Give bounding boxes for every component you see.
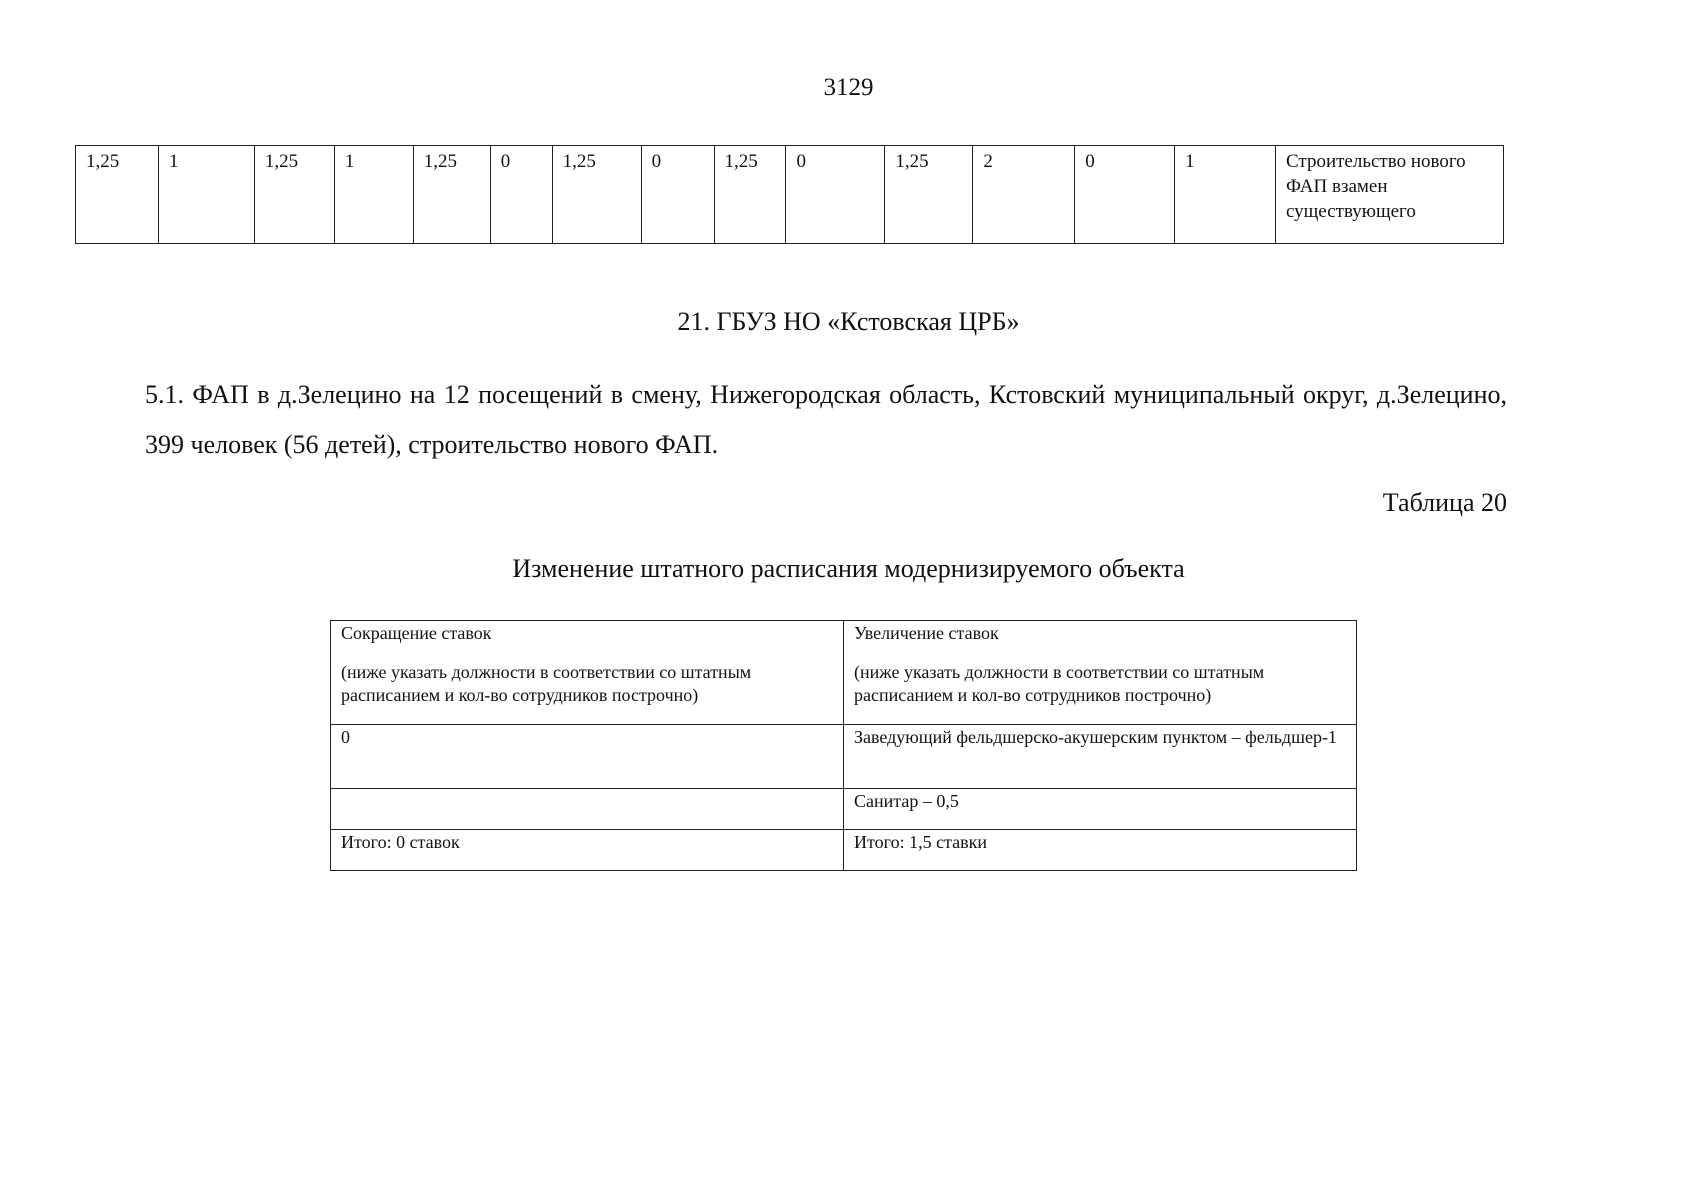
table-cell: 1 [334,146,413,244]
header-cell-reduction [331,621,844,725]
page-number: 3129 [823,74,874,101]
table-cell: 1 [1175,146,1276,244]
table-cell [331,789,844,830]
table-cell: 0 [1075,146,1175,244]
table-cell: 0 [331,725,844,789]
header-cell-increase [844,621,1357,725]
table-cell: Итого: 0 ставок [331,830,844,871]
table-title: Изменение штатного расписания модернизируемого объекта [512,554,1185,583]
table-cell: 0 [490,146,552,244]
table-row [331,789,1357,830]
staff-schedule-table [330,620,1357,871]
table-label: Таблица 20 [1382,488,1507,517]
section-title: 21. ГБУЗ НО «Кстовская ЦРБ» [677,307,1020,336]
header-label: Сокращение ставок [341,623,492,643]
header-note: (ниже указать должности в соответствии со штатным расписанием и кол-во сотрудников построчно) [341,662,752,705]
table-header-row [331,621,1357,725]
table-total-row [331,830,1357,871]
table-cell: 0 [786,146,885,244]
table-row [331,725,1357,789]
table-cell: 2 [973,146,1075,244]
table-cell: 1 [158,146,254,244]
table-cell: 1,25 [885,146,973,244]
table-cell: Заведующий фельдшерско-акушерским пунктом – фельдшер-1 [844,725,1357,789]
table-cell: Итого: 1,5 ставки [844,830,1357,871]
table-cell: Санитар – 0,5 [844,789,1357,830]
header-label: Увеличение ставок [854,623,999,643]
table-cell: 1,25 [552,146,641,244]
table-cell: 1,25 [413,146,490,244]
table-row [76,146,1504,244]
table-cell: 1,25 [714,146,786,244]
table-cell: 1,25 [76,146,159,244]
facility-description: 5.1. ФАП в д.Зелецино на 12 посещений в смену, Нижегородская область, Кстовский муниципальный округ, д.Зелецино, 399 человек (56 детей), строительство нового ФАП. [145,380,1507,459]
table-cell: 0 [641,146,714,244]
table-cell: 1,25 [254,146,334,244]
table-cell: Строительство нового ФАП взамен существующего [1275,146,1503,244]
continuation-table [75,145,1504,244]
header-note: (ниже указать должности в соответствии со штатным расписанием и кол-во сотрудников построчно) [854,662,1265,705]
